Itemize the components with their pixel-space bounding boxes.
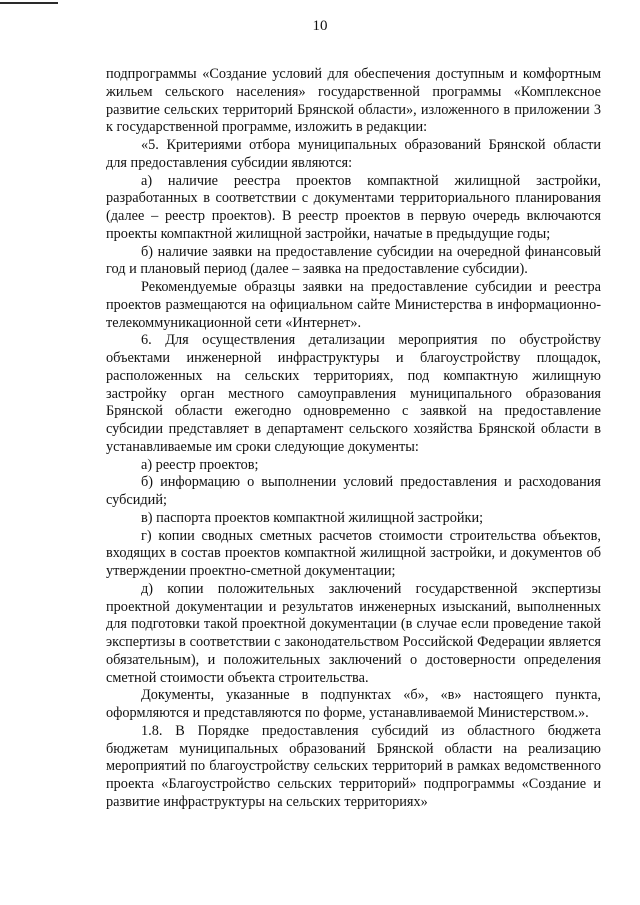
paragraph-item-6c: в) паспорта проектов компактной жилищной застройки;	[141, 509, 484, 526]
document-body	[106, 66, 601, 812]
paragraph-item-5a: а) наличие реестра проектов компактной жилищной застройки, разработанных в соответствии с документами территориального планирования (далее – реестр проектов). В реестр проектов в первую очередь включаются проекты компактной жилищной застройки, начатые в предыдущие годы;	[106, 172, 601, 242]
paragraph-item-6-note: Документы, указанные в подпунктах «б», «в» настоящего пункта, оформляются и представляются по форме, устанавливаемой Министерством.».	[106, 687, 601, 721]
paragraph-item-1-8: 1.8. В Порядке предоставления субсидий из областного бюджета бюджетам муниципальных образований Брянской области на реализацию мероприятий по благоустройству сельских территорий в рамках ведомственного проекта «Благоустройство сельских территорий» подпрограммы «Создание и развитие инфраструктуры на сельских территориях»	[106, 722, 601, 810]
paragraph-item-6b: б) информацию о выполнении условий предоставления и расходования субсидий;	[106, 474, 601, 508]
top-rule	[0, 2, 58, 4]
paragraph-item-6d: г) копии сводных сметных расчетов стоимости строительства объектов, входящих в состав проектов компактной жилищной застройки, и документов об утверждении проектно-сметной документации;	[106, 527, 601, 579]
paragraph-item-6e: д) копии положительных заключений государственной экспертизы проектной документации и результатов инженерных изысканий, выполненных для подготовки такой проектной документации (в случае если проведение такой экспертизы в соответствии с законодательством Российской Федерации является обязательным), и положительных заключений о достоверности определения сметной стоимости объекта строительства.	[106, 580, 601, 686]
paragraph-item-5b: б) наличие заявки на предоставление субсидии на очередной финансовый год и плановый период (далее – заявка на предоставление субсидии).	[106, 243, 601, 278]
paragraph-item-6a: а) реестр проектов;	[141, 456, 259, 473]
paragraph-item-5: «5. Критериями отбора муниципальных образований Брянской области для предоставления субсидии являются:	[106, 137, 601, 171]
paragraph-item-6: 6. Для осуществления детализации мероприятия по обустройству объектами инженерной инфраструктуры и благоустройству площадок, расположенных на сельских территориях, под компактную жилищную застройку орган местного самоуправления муниципального образования Брянской области ежегодно одновременно с заявкой на предоставление субсидии представляет в департамент сельского хозяйства Брянской области в устанавливаемые им сроки следующие документы:	[106, 332, 601, 455]
paragraph-intro: подпрограммы «Создание условий для обеспечения доступным и комфортным жильем сельского населения» государственной программы «Комплексное развитие сельских территорий Брянской области», изложенного в приложении 3 к государственной программе, изложить в редакции:	[106, 66, 601, 136]
page-number: 10	[312, 18, 328, 34]
paragraph-item-5-note: Рекомендуемые образцы заявки на предоставление субсидии и реестра проектов размещаются на официальном сайте Министерства в информационно-телекоммуникационной сети «Интернет».	[106, 279, 601, 331]
